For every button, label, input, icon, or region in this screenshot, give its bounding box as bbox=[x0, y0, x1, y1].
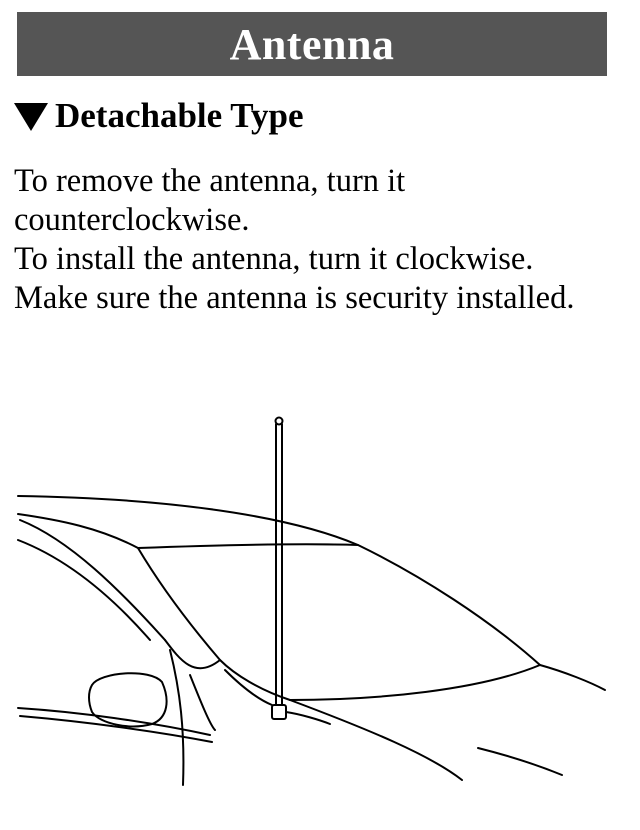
antenna-tip bbox=[276, 418, 283, 425]
hood-crease bbox=[478, 748, 562, 775]
door-frame-inner bbox=[18, 540, 150, 640]
instructions-text bbox=[14, 162, 624, 318]
down-triangle-icon bbox=[14, 103, 48, 131]
security-instruction: Make sure the antenna is security installed. bbox=[14, 280, 575, 316]
cowl-line bbox=[290, 700, 462, 780]
door-frame-outer bbox=[18, 514, 138, 548]
windshield bbox=[138, 544, 540, 700]
section-heading-label: Detachable Type bbox=[55, 96, 304, 135]
page-title: Antenna bbox=[229, 19, 395, 69]
antenna-installation-illustration bbox=[0, 400, 640, 830]
section-heading bbox=[14, 96, 304, 136]
remove-instruction: To remove the antenna, turn it counterclockwise. bbox=[14, 163, 406, 238]
hood-line bbox=[540, 665, 605, 690]
door-frame-upper bbox=[20, 520, 165, 640]
antenna-mount bbox=[286, 712, 330, 724]
pillar-base bbox=[170, 650, 183, 785]
pillar-fill bbox=[225, 670, 272, 705]
pillar-inner bbox=[190, 675, 215, 730]
side-mirror bbox=[89, 673, 167, 726]
install-instruction: To install the antenna, turn it clockwise. bbox=[14, 241, 534, 277]
antenna-base bbox=[272, 705, 286, 719]
page-title-bar bbox=[17, 12, 607, 76]
roof-line bbox=[18, 496, 358, 545]
